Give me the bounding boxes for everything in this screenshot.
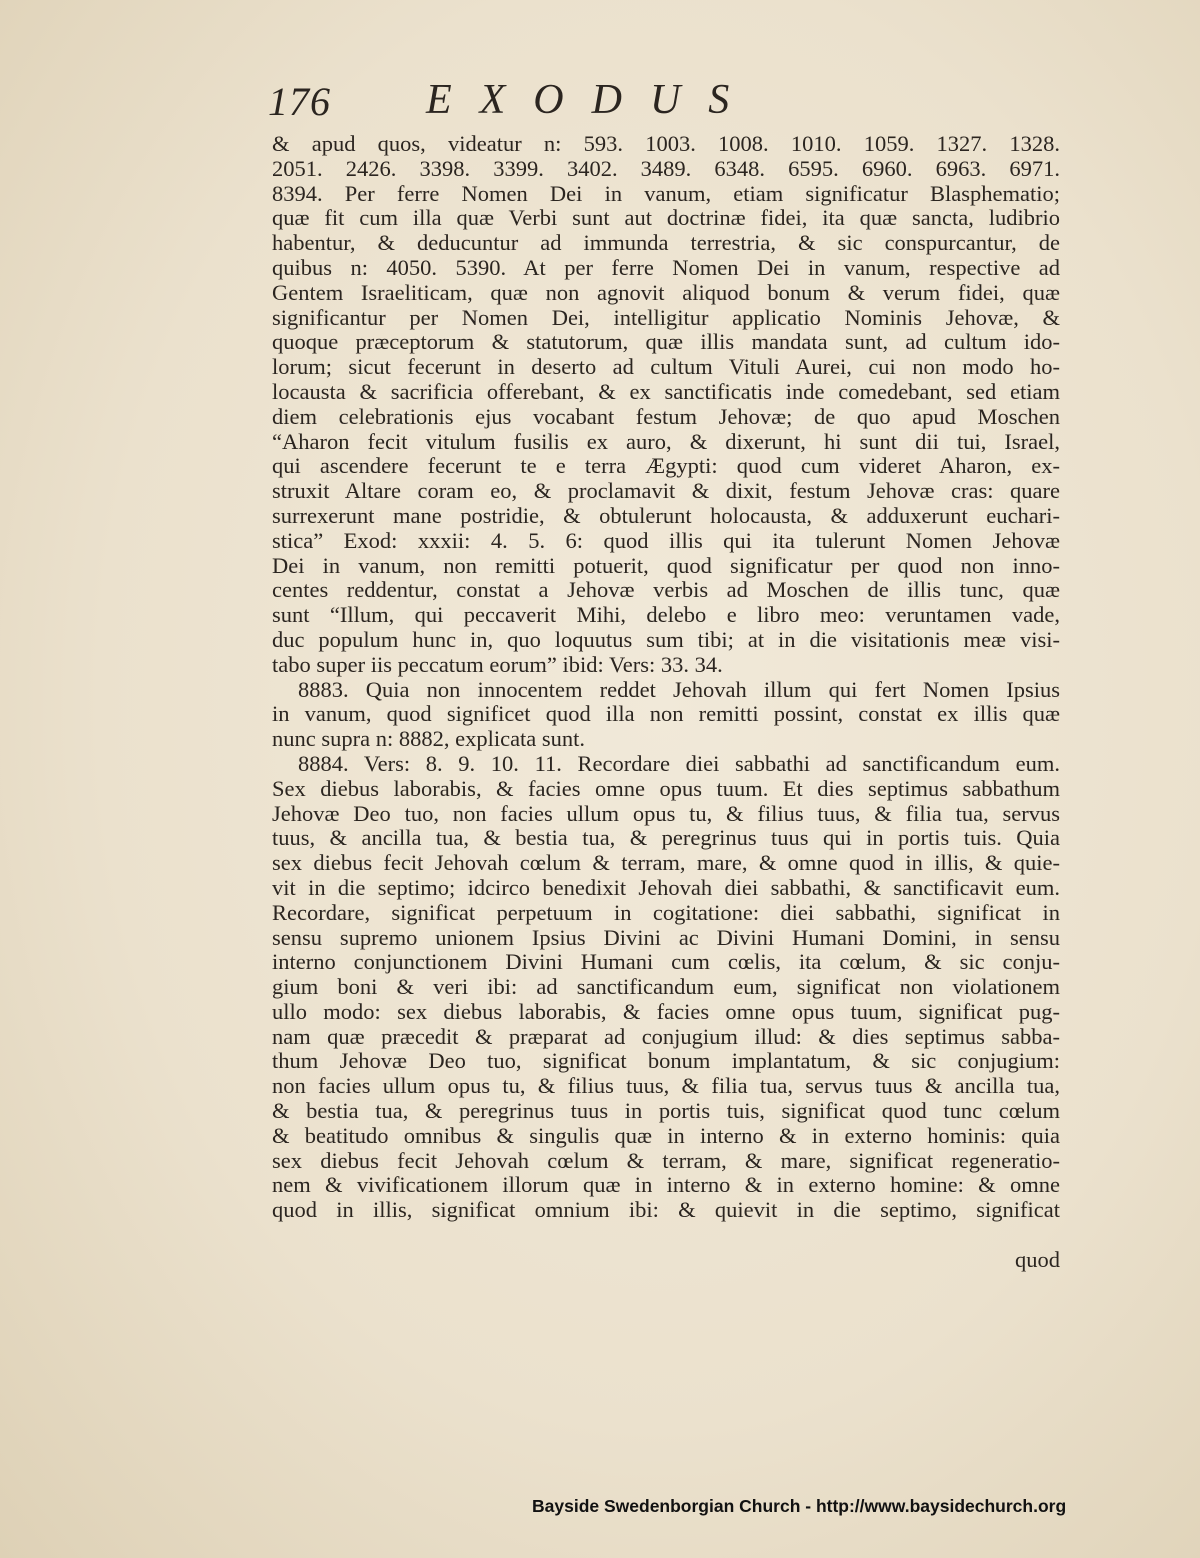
text-line: & beatitudo omnibus & singulis quæ in interno & in externo hominis: quia (272, 1122, 1060, 1148)
text-line: locausta & sacrificia offerebant, & ex sanctificatis inde comedebant, sed etiam (272, 378, 1060, 404)
text-line: stica” Exod: xxxii: 4. 5. 6: quod illis qui ita tulerunt Nomen Jehovæ (272, 527, 1060, 553)
text-line: surrexerunt mane postridie, & obtulerunt holocausta, & adduxerunt euchari- (272, 502, 1060, 528)
text-line: nam quæ præcedit & præparat ad conjugium illud: & dies septimus sabba- (272, 1023, 1060, 1049)
text-line: 2051. 2426. 3398. 3399. 3402. 3489. 6348. 6595. 6960. 6963. 6971. (272, 155, 1060, 181)
text-line: gium boni & veri ibi: ad sanctificandum eum, significat non violationem (272, 974, 1060, 1000)
text-line: Dei in vanum, non remitti potuerit, quod significatur per quod non inno- (272, 552, 1060, 578)
text-line: Jehovæ Deo tuo, non facies ullum opus tu, & filius tuus, & filia tua, servus (272, 800, 1060, 826)
text-line: habentur, & deducuntur ad immunda terrestria, & sic conspurcantur, de (272, 230, 1060, 256)
text-line: centes reddentur, constat a Jehovæ verbis ad Moschen de illis tunc, quæ (272, 577, 1060, 603)
text-line: in vanum, quod significet quod illa non remitti possint, constat ex illis quæ (272, 701, 1060, 727)
text-line: & bestia tua, & peregrinus tuus in portis tuis, significat quod tunc cœlum (272, 1098, 1060, 1124)
text-line: Gentem Israeliticam, quæ non agnovit aliquod bonum & verum fidei, quæ (272, 279, 1060, 305)
text-line: ullo modo: sex diebus laborabis, & facies omne opus tuum, significat pug- (272, 998, 1060, 1024)
text-line: 8394. Per ferre Nomen Dei in vanum, etiam significatur Blasphematio; (272, 180, 1060, 206)
text-line: diem celebrationis ejus vocabant festum Jehovæ; de quo apud Moschen (272, 403, 1060, 429)
running-title: EXODUS (426, 77, 758, 123)
text-line: quæ fit cum illa quæ Verbi sunt aut doctrinæ fidei, ita quæ sancta, ludibrio (272, 205, 1060, 231)
footer-watermark: Bayside Swedenborgian Church - http://www.baysidechurch.org (532, 1496, 1067, 1516)
text-line: nem & vivificationem illorum quæ in interno & in externo homine: & omne (272, 1172, 1060, 1198)
text-line: struxit Altare coram eo, & proclamavit & dixit, festum Jehovæ cras: quare (272, 478, 1060, 504)
text-line: duc populum hunc in, quo loquutus sum tibi; at in die visitationis meæ visi- (272, 626, 1060, 652)
text-line: vit in die septimo; idcirco benedixit Jehovah diei sabbathi, & sanctificavit eum. (272, 874, 1060, 900)
text-line: quod in illis, significat omnium ibi: & quievit in die septimo, significat (272, 1197, 1060, 1223)
text-line: 8884. Vers: 8. 9. 10. 11. Recordare diei sabbathi ad sanctificandum eum. (298, 750, 1060, 776)
text-line: nunc supra n: 8882, explicata sunt. (272, 726, 586, 752)
text-line: tuus, & ancilla tua, & bestia tua, & peregrinus tuus qui in portis tuis. Quia (272, 825, 1060, 851)
page-number: 176 (268, 79, 331, 124)
text-line: sex diebus fecit Jehovah cœlum & terram, & mare, significat regeneratio- (272, 1147, 1060, 1173)
text-line: sex diebus fecit Jehovah cœlum & terram, mare, & omne quod in illis, & quie- (272, 850, 1060, 876)
text-line: & apud quos, videatur n: 593. 1003. 1008. 1010. 1059. 1327. 1328. (272, 131, 1060, 156)
page-header (268, 70, 1068, 130)
text-line: interno conjunctionem Divini Humani cum cœlis, ita cœlum, & sic conju- (272, 949, 1060, 975)
text-line (272, 1223, 1060, 1248)
text-line: lorum; sicut fecerunt in deserto ad cultum Vituli Aurei, cui non modo ho- (272, 354, 1060, 380)
text-line: sensu supremo unionem Ipsius Divini ac Divini Humani Domini, in sensu (272, 924, 1060, 950)
text-line: significantur per Nomen Dei, intelligitur applicatio Nominis Jehovæ, & (272, 304, 1060, 330)
text-line: non facies ullum opus tu, & filius tuus, & filia tua, servus tuus & ancilla tua, (272, 1073, 1060, 1099)
text-line: Recordare, significat perpetuum in cogitatione: diei sabbathi, significat in (272, 899, 1060, 925)
text-line: tabo super iis peccatum eorum” ibid: Vers: 33. 34. (272, 651, 723, 677)
text-line: quoque præceptorum & statutorum, quæ illis mandata sunt, ad cultum ido- (272, 329, 1060, 355)
body-text (272, 132, 1060, 1273)
text-line: qui ascendere fecerunt te e terra Ægypti: quod cum videret Aharon, ex- (272, 453, 1060, 479)
text-line: “Aharon fecit vitulum fusilis ex auro, & dixerunt, hi sunt dii tui, Israel, (272, 428, 1060, 454)
text-line: Sex diebus laborabis, & facies omne opus tuum. Et dies septimus sabbathum (272, 775, 1060, 801)
text-line: quibus n: 4050. 5390. At per ferre Nomen Dei in vanum, respective ad (272, 254, 1060, 280)
catchword: quod (1015, 1246, 1060, 1272)
text-line: 8883. Quia non innocentem reddet Jehovah illum qui fert Nomen Ipsius (298, 676, 1060, 702)
text-line: thum Jehovæ Deo tuo, significat bonum implantatum, & sic conjugium: (272, 1048, 1060, 1074)
text-line: sunt “Illum, qui peccaverit Mihi, delebo e libro meo: veruntamen vade, (272, 602, 1060, 628)
